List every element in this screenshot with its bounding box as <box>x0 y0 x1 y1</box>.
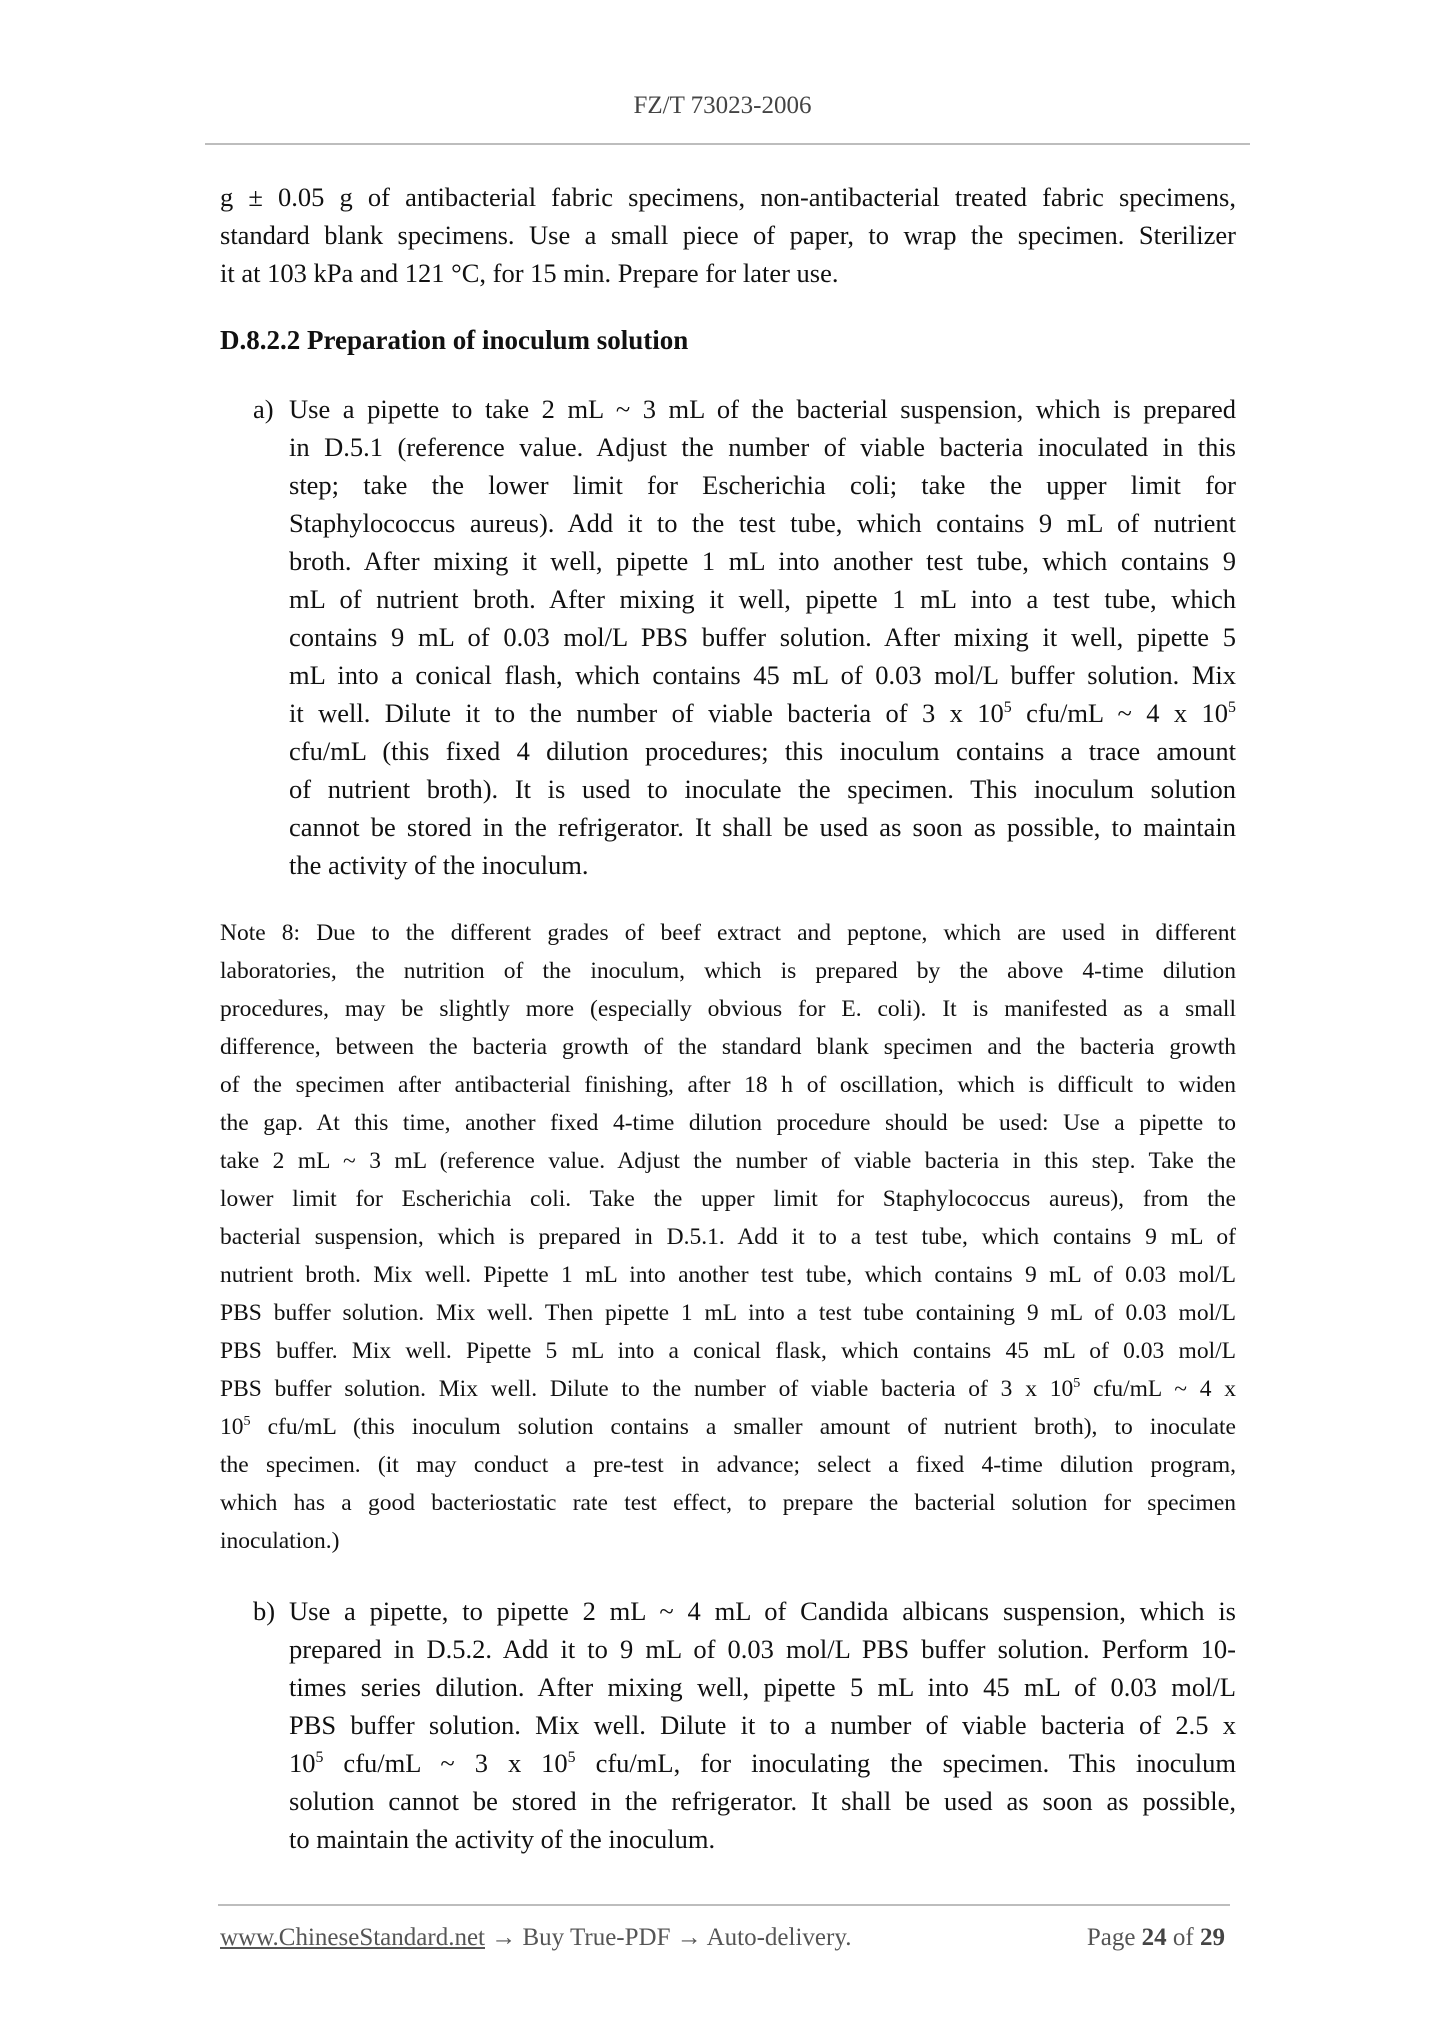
text-run: contains 9 mL of 0.03 mol/L PBS buffer solution. After mixing it well, pipette 5 <box>289 622 1236 652</box>
text-run: solution cannot be stored in the refrigerator. It shall be used as soon as possible, <box>289 1786 1236 1816</box>
page-label: Page <box>1086 1924 1136 1951</box>
text-run: which has a good bacteriostatic rate test effect, to prepare the bacterial solution for specimen <box>220 1490 1236 1516</box>
text-line <box>220 1256 1236 1294</box>
footer-divider <box>218 1904 1230 1906</box>
text-run: 10 <box>220 1414 244 1440</box>
text-line <box>220 216 1236 254</box>
header-divider <box>205 143 1250 145</box>
text-run: g ± 0.05 g of antibacterial fabric specimens, non-antibacterial treated fabric specimens, <box>220 182 1236 212</box>
text-line <box>220 1066 1236 1104</box>
text-run: D.8.2.2 Preparation of inoculum solution <box>220 325 689 355</box>
text-run: PBS buffer. Mix well. Pipette 5 mL into a conical flask, which contains 45 mL of 0.03 mol/L <box>220 1338 1236 1364</box>
text-line <box>289 808 1236 846</box>
text-line <box>220 1408 1236 1446</box>
text-run: cfu/mL, for inoculating the specimen. This inoculum <box>575 1748 1236 1778</box>
text-run: Use a pipette, to pipette 2 mL ~ 4 mL of Candida albicans suspension, which is <box>289 1596 1236 1626</box>
text-line <box>289 732 1236 770</box>
text-line <box>289 542 1236 580</box>
superscript: 5 <box>315 1749 324 1767</box>
document-header-title: FZ/T 73023-2006 <box>633 92 812 119</box>
text-line <box>289 694 1236 732</box>
text-run: step; take the lower limit for Escherichia coli; take the upper limit for <box>289 470 1236 500</box>
text-run: cfu/mL (this inoculum solution contains a smaller amount of nutrient broth), to inoculate <box>250 1414 1236 1440</box>
text-run: PBS buffer solution. Mix well. Dilute it to a number of viable bacteria of 2.5 x <box>289 1710 1236 1740</box>
text-line <box>220 1028 1236 1066</box>
text-run: PBS buffer solution. Mix well. Then pipette 1 mL into a test tube containing 9 mL of 0.03 mol/L <box>220 1300 1236 1326</box>
page-number <box>1087 1924 1225 1952</box>
text-line <box>220 1180 1236 1218</box>
text-run: Note 8: Due to the different grades of beef extract and peptone, which are used in different <box>220 920 1236 946</box>
text-line <box>220 952 1236 990</box>
text-line <box>289 428 1236 466</box>
text-line <box>220 1370 1236 1408</box>
text-run: inoculation.) <box>220 1528 340 1554</box>
arrow-icon: → <box>491 1924 517 1951</box>
text-line <box>220 1446 1236 1484</box>
text-line <box>289 466 1236 504</box>
text-run: the activity of the inoculum. <box>289 850 589 880</box>
text-run: cfu/mL ~ 4 x <box>1080 1376 1236 1402</box>
list-item-b <box>253 1592 1236 1858</box>
text-run: laboratories, the nutrition of the inoculum, which is prepared by the above 4-time dilution <box>220 958 1236 984</box>
current-page: 24 <box>1141 1924 1167 1951</box>
text-run: it at 103 kPa and 121 °C, for 15 min. Prepare for later use. <box>220 258 839 288</box>
text-line <box>220 1484 1236 1522</box>
text-run: standard blank specimens. Use a small piece of paper, to wrap the specimen. Sterilizer <box>220 220 1236 250</box>
text-line <box>220 178 1236 216</box>
text-line <box>220 1142 1236 1180</box>
text-run: broth. After mixing it well, pipette 1 mL into another test tube, which contains 9 <box>289 546 1236 576</box>
text-line <box>289 1744 1236 1782</box>
text-run: cfu/mL (this fixed 4 dilution procedures; this inoculum contains a trace amount <box>289 736 1236 766</box>
list-item-a <box>253 390 1236 884</box>
text-run: the specimen. (it may conduct a pre-test in advance; select a fixed 4-time dilution program, <box>220 1452 1236 1478</box>
buy-pdf-text: Buy True-PDF <box>522 1924 671 1951</box>
of-label: of <box>1172 1924 1194 1951</box>
text-line <box>220 914 1236 952</box>
superscript: 5 <box>1228 699 1236 717</box>
text-line <box>289 1820 1236 1858</box>
text-run: difference, between the bacteria growth of the standard blank specimen and the bacteria growth <box>220 1034 1236 1060</box>
list-marker: a) <box>253 394 274 424</box>
text-line <box>289 390 1236 428</box>
superscript: 5 <box>567 1749 576 1767</box>
text-run: procedures, may be slightly more (especially obvious for E. coli). It is manifested as a small <box>220 996 1236 1022</box>
text-run: it well. Dilute it to the number of viable bacteria of 3 x 10 <box>289 698 1004 728</box>
text-run: mL into a conical flash, which contains 45 mL of 0.03 mol/L buffer solution. Mix <box>289 660 1236 690</box>
text-line <box>289 580 1236 618</box>
text-run: take 2 mL ~ 3 mL (reference value. Adjust the number of viable bacteria in this step. Take the <box>220 1148 1236 1174</box>
text-line <box>289 770 1236 808</box>
text-line <box>289 1630 1236 1668</box>
text-line <box>220 1332 1236 1370</box>
text-run: mL of nutrient broth. After mixing it well, pipette 1 mL into a test tube, which <box>289 584 1236 614</box>
text-run: to maintain the activity of the inoculum. <box>289 1824 716 1854</box>
text-run: prepared in D.5.2. Add it to 9 mL of 0.03 mol/L PBS buffer solution. Perform 10- <box>289 1634 1236 1664</box>
text-line <box>220 1294 1236 1332</box>
text-line <box>289 1782 1236 1820</box>
superscript: 5 <box>1073 1375 1081 1392</box>
text-line <box>289 846 1236 884</box>
text-line <box>289 656 1236 694</box>
text-run: Use a pipette to take 2 mL ~ 3 mL of the bacterial suspension, which is prepared <box>289 394 1236 424</box>
text-line <box>220 321 1236 359</box>
superscript: 5 <box>243 1413 251 1430</box>
auto-delivery-text: Auto-delivery. <box>706 1924 852 1951</box>
text-run: of nutrient broth). It is used to inoculate the specimen. This inoculum solution <box>289 774 1236 804</box>
text-line <box>289 1592 1236 1630</box>
text-run: lower limit for Escherichia coli. Take the upper limit for Staphylococcus aureus), from the <box>220 1186 1236 1212</box>
text-line <box>220 1218 1236 1256</box>
text-line <box>220 254 1236 292</box>
note-8 <box>220 914 1236 1560</box>
text-run: times series dilution. After mixing well, pipette 5 mL into 45 mL of 0.03 mol/L <box>289 1672 1236 1702</box>
text-run: cfu/mL ~ 3 x 10 <box>323 1748 568 1778</box>
text-run: 10 <box>289 1748 316 1778</box>
para-continued <box>220 178 1236 292</box>
text-run: the gap. At this time, another fixed 4-time dilution procedure should be used: Use a pipette to <box>220 1110 1236 1136</box>
text-run: in D.5.1 (reference value. Adjust the number of viable bacteria inoculated in this <box>289 432 1236 462</box>
text-run: Staphylococcus aureus). Add it to the test tube, which contains 9 mL of nutrient <box>289 508 1236 538</box>
text-line <box>289 1706 1236 1744</box>
list-marker: b) <box>253 1596 276 1626</box>
text-run: nutrient broth. Mix well. Pipette 1 mL into another test tube, which contains 9 mL of 0.03 mol/L <box>220 1262 1236 1288</box>
footer-left <box>220 1924 851 1952</box>
text-line <box>289 618 1236 656</box>
text-run: cfu/mL ~ 4 x 10 <box>1011 698 1229 728</box>
superscript: 5 <box>1003 699 1012 717</box>
text-run: bacterial suspension, which is prepared in D.5.1. Add it to a test tube, which contains 9 mL of <box>220 1224 1236 1250</box>
text-line <box>289 504 1236 542</box>
text-line <box>220 1522 1236 1560</box>
total-pages: 29 <box>1200 1924 1225 1951</box>
text-run: of the specimen after antibacterial finishing, after 18 h of oscillation, which is difficult to widen <box>220 1072 1236 1098</box>
text-run: PBS buffer solution. Mix well. Dilute to the number of viable bacteria of 3 x 10 <box>220 1376 1074 1402</box>
website-link[interactable]: www.ChineseStandard.net <box>220 1924 485 1951</box>
text-line <box>289 1668 1236 1706</box>
text-line <box>220 990 1236 1028</box>
section-heading <box>220 321 1236 359</box>
arrow-icon: → <box>676 1924 702 1951</box>
text-line <box>220 1104 1236 1142</box>
text-run: cannot be stored in the refrigerator. It shall be used as soon as possible, to maintain <box>289 812 1236 842</box>
